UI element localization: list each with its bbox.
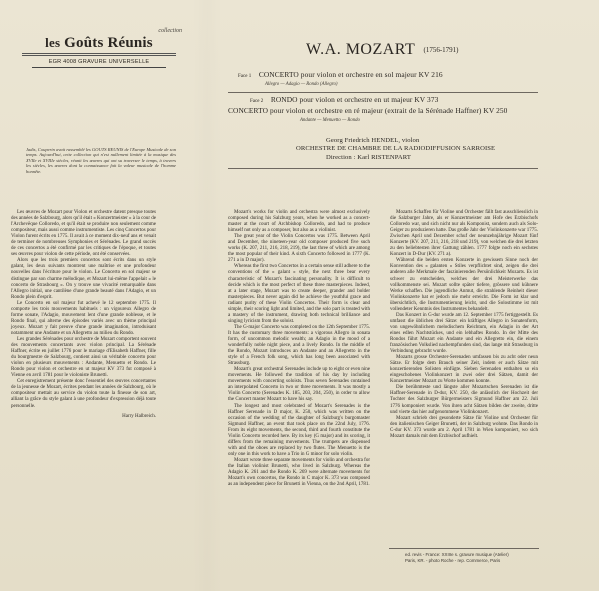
credits-line-2: Paris, KR. - photo Roche - rep. Commerce, Paris [405, 558, 501, 563]
paragraph: Alors que les trois premiers concertos sont écrits dans un style galant, les deux suivants montrent une maîtrise et une profondeur nouvelles dans l'écriture pour le violon. Le Concerto en sol majeur se distingue par son charme mélodique, et Mozart lui-même l'appelait « le concerto de Strasbourg ». On y trouve une vivacité remarquable dans l'Allegro initial, une cantilène d'une grande beauté dans l'Adagio, et un Rondo plein d'esprit. [11, 258, 156, 300]
face1-label: Face 1 [238, 74, 252, 79]
label-block [10, 28, 188, 68]
signature: Harry Halbreich. [122, 413, 156, 419]
face1-heading [238, 71, 443, 81]
brand-les: les [45, 35, 61, 50]
divider-line [228, 92, 538, 93]
divider-line [228, 168, 538, 169]
paragraph: Das Konzert in G-dur wurde am 12. September 1775 fertiggestellt. Es umfasst die üblichen drei Sätze: ein kräftiges Allegro in Sonatenform, von ungewöhnlichem melodischem Reichtum, ein Adagio in der Art eines edlen Nachtstückes, und ein lebhaftes Rondo. In der Mitte des Rondos führt Mozart ein Andante und ein Allegretto ein, die einem französischen Volkslied nachempfunden sind, das lange mit Strassburg in Verbindung gebracht wurde. [390, 312, 538, 355]
paragraph: The great year of the Violin Concertos was 1775. Between April and December, the nineteen-year old composer produced five such works (K. 207, 211, 216, 218, 219), the last three of which are among the most popular of their kind. A sixth Concerto followed in 1777 (K. 271 a in D major). [228, 234, 370, 264]
paragraph: Mozart wrote three separate movements for violin and orchestra for the Italian violinist Brunetti, who lived in Salzburg. Whereas the Adagio K. 261 and the Rondo K. 269 were alternate movements for Mozart's own concertos, the Rondo in C major K. 373 was composed as an independent piece for Brunetti in Vienna, on the 2nd April, 1781. [228, 457, 370, 488]
composer-name: W.A. MOZART [306, 41, 415, 58]
credits-footer [405, 552, 509, 564]
paragraph: Whereas the first two Concertos in a certain sense still adhere to the conventions of the « galant » style, the next three bear every characteristic of Mozart's fascinating personality. It is difficult to decide which is the most perfect of these three masterpieces. Indeed, at a later stage, Mozart was to create deeper, grander and bolder masterpieces. But never again did he achieve the youthful grace and radiant purity of these Violin Concertos. Their form is clear and simple, their scoring light and limited, and the solo part is treated with a mastery of the instrument, drawing both technical brilliance and singing lyricism from the soloist. [228, 264, 370, 324]
brand-divider [22, 53, 176, 56]
collection-label: collection [158, 28, 182, 34]
notes-german [390, 210, 538, 440]
collection-intro: Jadis, Couperin avait rassemblé les GOUTS REUNIS de l'Europe Musicale de son temps. Aujourd'hui, cette collection qui n'est nullement limitée à la musique des XVIIe et XVIIIe siècles, réunit les œuvres qui ont su traverser le temps, à travers les siècles, les œuvres dont la connaissance fait la valeur musicale de l'homme honnête. [26, 147, 176, 174]
paragraph: Cet enregistrement présente donc l'essentiel des œuvres concertantes de la jeunesse de Mozart, écrites pendant les années de Salzbourg, où le compositeur mettait au service du violon toute la finesse de son art, alliant la grâce du style galant à une profondeur d'expression déjà toute personnelle. [11, 379, 156, 409]
face1-movements: Allegro — Adagio — Rondo (Allegro) [265, 82, 338, 87]
paragraph: Mozarts grosse Orchester-Serenaden umfassen bis zu acht oder neun Sätze. Er folgte dem Brauch seiner Zeit, indem er auch Sätze mit konzertierenden Solisten einfügte. Sieben Serenaden enthalten so ein eingeschobenes Violinkonzert in zwei oder drei Sätzen, damit der Konzertmeister Mozart zu Worte kommen konnte. [390, 355, 538, 385]
face2-heading [250, 96, 438, 106]
catalog-number: EGR 4008 GRAVURE UNIVERSELLE [32, 59, 166, 68]
paragraph: The longest and most celebrated of Mozart's Serenades is the Haffner Serenade in D major, K. 250, which was written on the occasion of the wedding of the daughter of Salzburg's burgomaster Sigmund Haffner, an event that took place on the 22nd July, 1776. From its eight movements, the second, third and fourth constitute the Violin Concerto recorded here. By its key (G major) and its scoring, it differs from the remaining movements. The trumpets are dispensed with and the oboes are replaced by two flutes. The Menuetto is the only one in this work to have a Trio in G minor for solo violin. [228, 403, 370, 457]
paragraph: Les grandes Sérénades pour orchestre de Mozart comportent souvent des mouvements concertants avec violon principal. La Sérénade Haffner, écrite en juillet 1776 pour le mariage d'Elisabeth Haffner, fille du bourgmestre de Salzbourg, contient ainsi un véritable concerto pour violon en plusieurs mouvements : Andante, Menuetto et Rondo. Le Rondo pour violon et orchestre en ut majeur KV 373 fut composé à Vienne en avril 1781 pour le violoniste Brunetti. [11, 336, 156, 379]
face1-title: CONCERTO pour violon et orchestre en sol majeur KV 216 [258, 70, 443, 79]
face2-movements: Andante — Menuetto — Rondo [300, 118, 360, 123]
brand-logo [10, 35, 188, 51]
paper-shading [192, 0, 222, 591]
footer-divider [389, 548, 539, 549]
orchestra: ORCHESTRE DE CHAMBRE DE LA RADIODIFFUSION SARROISE [296, 145, 496, 153]
brand-name: Goûts Réunis [64, 35, 153, 51]
face2-title-2 [228, 107, 507, 116]
paragraph: Mozart's great orchestral Serenades include up to eight or even nine movements. He followed the tradition of his day by including movements with concerting soloists. Thus seven Serenades contained an interpolated Concerto in two or three movements. It was mostly a Violin Concerto (Serenades K. 185, 203, 204, 250), in order to allow the Concert master Mozart to have his say. [228, 367, 370, 403]
performers [296, 137, 495, 162]
face2-concerto-title: CONCERTO pour violon et orchestre en ré majeur (extrait de la Sérénade Haffner) KV 250 [228, 106, 508, 115]
paragraph: Die berühmteste und längste aller Mozartschen Serenaden ist die Haffner-Serenade in D-dur, KV. 250, die anlässlich der Hochzeit der Tochter des Salzburger Bürgermeisters Sigmund Haffner am 22. Juli 1776 komponiert wurde. Von ihren acht Sätzen bilden der zweite, dritte und vierte das hier aufgenommene Violinkonzert. [390, 385, 538, 415]
paragraph: The G-major Concerto was completed on the 12th September 1775. It has the customary three movements: a vigorous Allegro in sonata form, of uncommon melodic wealth; an Adagio in the mood of a wonderfully noble night piece, and a lively Rondo. In the middle of the Rondo, Mozart introduces an Andante and an Allegretto in the style of a French folk song, which has long been associated with Strassburg. [228, 324, 370, 367]
paragraph: Mozart schrieb drei gesonderte Sätze für Violine und Orchester für den italienischen Geiger Brunetti, der in Salzburg wohnte. Das Rondo in C-dur KV. 373 wurde am 2. April 1781 in Wien komponiert, wo sich Mozart damals mit dem Erzbischof aufhielt. [390, 415, 538, 439]
paragraph: Le Concerto en sol majeur fut achevé le 12 septembre 1775. Il comporte les trois mouvements habituels : un vigoureux Allegro de forme sonate, l'Adagio, mouvement lent d'une grande noblesse, et le Rondo final, qui alterne des épisodes variés avec un thème principal joyeux. Mozart y fait preuve d'une grande imagination, introduisant notamment une Andante et un Allegretto au milieu du Rondo. [11, 300, 156, 336]
face2-title: RONDO pour violon et orchestre en ut majeur KV 373 [270, 95, 439, 104]
notes-french [11, 210, 156, 420]
composer-dates: (1756-1791) [423, 46, 459, 55]
composer-heading [306, 41, 459, 59]
soloist: Georg Friedrich HENDEL, violon [326, 137, 420, 144]
paragraph: Mozarts Schaffen für Violine und Orchester fällt fast ausschliesslich in die Salzburger Jahre, als er Konzertmeister am Hofe des Erzbischofs Colloredo war, und sich nicht nur als Komponist, sondern auch als Solo-Geiger zu produzieren hatte. Das große Jahr der Violinkonzerte war 1775. Zwischen April und Dezember schuf der neunzehnjährige Mozart fünf Konzerte (KV. 207, 211, 216, 218 und 219), von welchen die drei letzten zu den beliebtesten ihrer Gattung zählen. 1777 folgte noch ein sechstes Konzert in D-Dur (KV. 271 a). [390, 210, 538, 258]
notes-english [228, 210, 370, 488]
paragraph: Während die beiden ersten Konzerte in gewissem Sinne noch der Konvention des « galanten » Stiles verpflichtet sind, zeigen die drei anderen alle Merkmale der faszinierenden Persönlichkeit Mozarts. Es ist schwer zu entscheiden, welches der drei Meisterwerke das vollkommenste sei. Mozart sollte später tiefere, grössere und kühnere Werke schaffen. Die jugendliche Anmut, die strahlende Reinheit dieser Violinkonzerte hat er jedoch nie mehr erreicht. Die Form ist klar und übersichtlich, die Instrumentierung leicht, und die Solostimme ist mit vollendeter Kenntnis des Instrumentes behandelt. [390, 258, 538, 312]
paragraph: Les œuvres de Mozart pour Violon et orchestre datent presque toutes des années de Salzbourg, alors qu'il était « Konzertmeister » à la cour de l'Archevêque Colloredo, et qu'il était se produire non seulement comme compositeur, mais aussi comme instrumentiste. Les cinq Concertos pour Violon furent écrits en 1775. Il avait à ce moment dix-neuf ans et venait de terminer de nombreuses Symphonies et Sérénades. Le grand succès de ces concertos a été confirmé par les critiques de l'époque, et toutes ses œuvres pour violon de cette période, ont été conservées. [11, 210, 156, 258]
credits-line-1: ed. revis - France: XXIIIe s. gravure musique (Atelier) [405, 552, 509, 557]
conductor: Direction : Karl RISTENPART [326, 153, 412, 161]
paragraph: Mozart's works for violin and orchestra were almost exclusively composed during his Salzburg years, when he worked as a concert-master at the court of Archbishop Colloredo, and had to produce himself not only as a composer, but also as a violinist. [228, 210, 370, 234]
face2-label: Face 2 [250, 99, 264, 104]
